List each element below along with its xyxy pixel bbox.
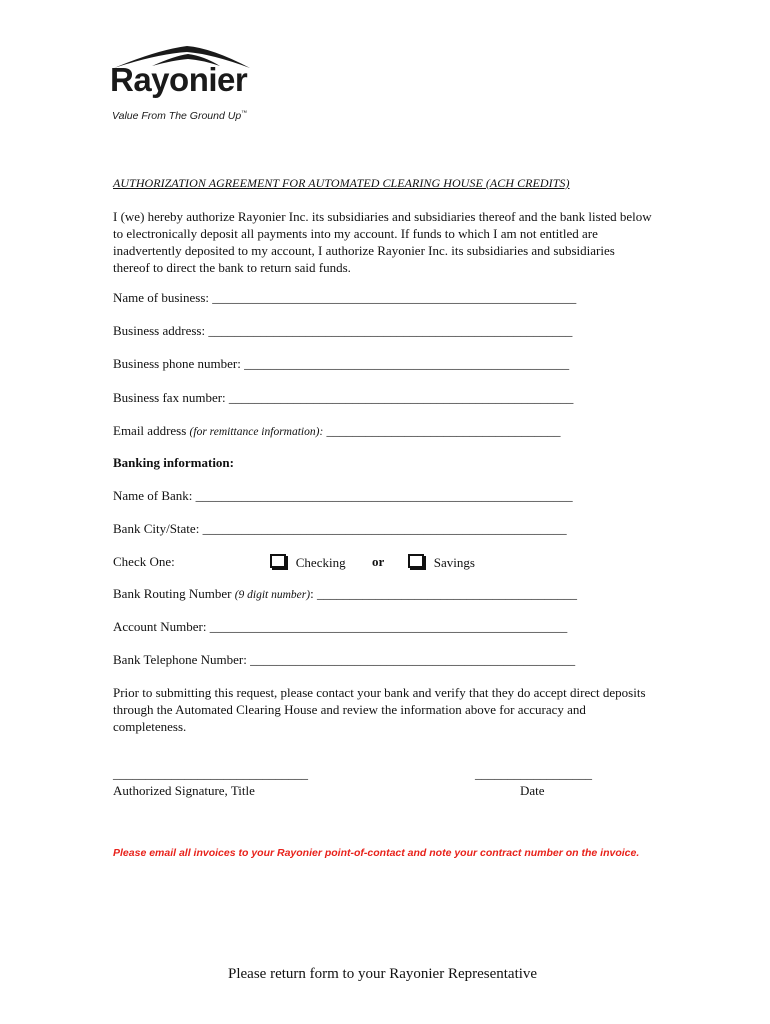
signature-label: Authorized Signature, Title xyxy=(113,783,255,798)
savings-option[interactable]: Savings xyxy=(408,554,475,571)
or-text: or xyxy=(372,554,385,569)
verification-paragraph: Prior to submitting this request, please contact your bank and verify that they do accept direct deposits through the Automated Clearing House and review the information above for accuracy and completeness. xyxy=(113,685,646,734)
logo-tagline: Value From The Ground Up™ xyxy=(112,110,248,122)
signature-line[interactable]: ______________________________ xyxy=(113,766,308,781)
checking-option[interactable]: Checking xyxy=(270,554,346,571)
email-address-field[interactable]: Email address (for remittance information): ____________________________________ xyxy=(113,423,561,438)
date-line[interactable]: __________________ xyxy=(475,766,592,781)
return-form-footer: Please return form to your Rayonier Representative xyxy=(228,966,538,982)
form-title: AUTHORIZATION AGREEMENT FOR AUTOMATED CLEARING HOUSE (ACH CREDITS) xyxy=(113,176,570,190)
routing-number-field[interactable]: Bank Routing Number (9 digit number): ________________________________________ xyxy=(113,586,577,601)
authorization-paragraph: I (we) hereby authorize Rayonier Inc. its subsidiaries and subsidiaries thereof and the bank listed below to electronically deposit all payments into my account. If funds to which I am not entitled are inadvertently deposited to my account, I authorize Rayonier Inc. its subsidiaries and subsidiaries thereof to direct the bank to return said funds. xyxy=(113,209,652,275)
business-phone-field[interactable]: Business phone number: __________________________________________________ xyxy=(113,356,570,371)
business-address-field[interactable]: Business address: ________________________________________________________ xyxy=(113,323,573,338)
date-label: Date xyxy=(520,783,545,798)
checkbox-icon[interactable] xyxy=(270,554,286,568)
account-number-field[interactable]: Account Number: _______________________________________________________ xyxy=(113,619,568,634)
banking-information-heading: Banking information: xyxy=(113,455,234,470)
business-fax-field[interactable]: Business fax number: _____________________________________________________ xyxy=(113,390,574,405)
bank-name-field[interactable]: Name of Bank: __________________________________________________________ xyxy=(113,488,573,503)
check-one-label: Check One: xyxy=(113,554,175,569)
business-name-field[interactable]: Name of business: ________________________________________________________ xyxy=(113,290,577,305)
logo-wordmark: Rayonier xyxy=(110,61,248,98)
invoice-note: Please email all invoices to your Rayonier point-of-contact and note your contract number on the invoice. xyxy=(113,847,640,859)
checkbox-icon[interactable] xyxy=(408,554,424,568)
bank-city-state-field[interactable]: Bank City/State: ________________________________________________________ xyxy=(113,521,567,536)
bank-telephone-field[interactable]: Bank Telephone Number: __________________________________________________ xyxy=(113,652,576,667)
